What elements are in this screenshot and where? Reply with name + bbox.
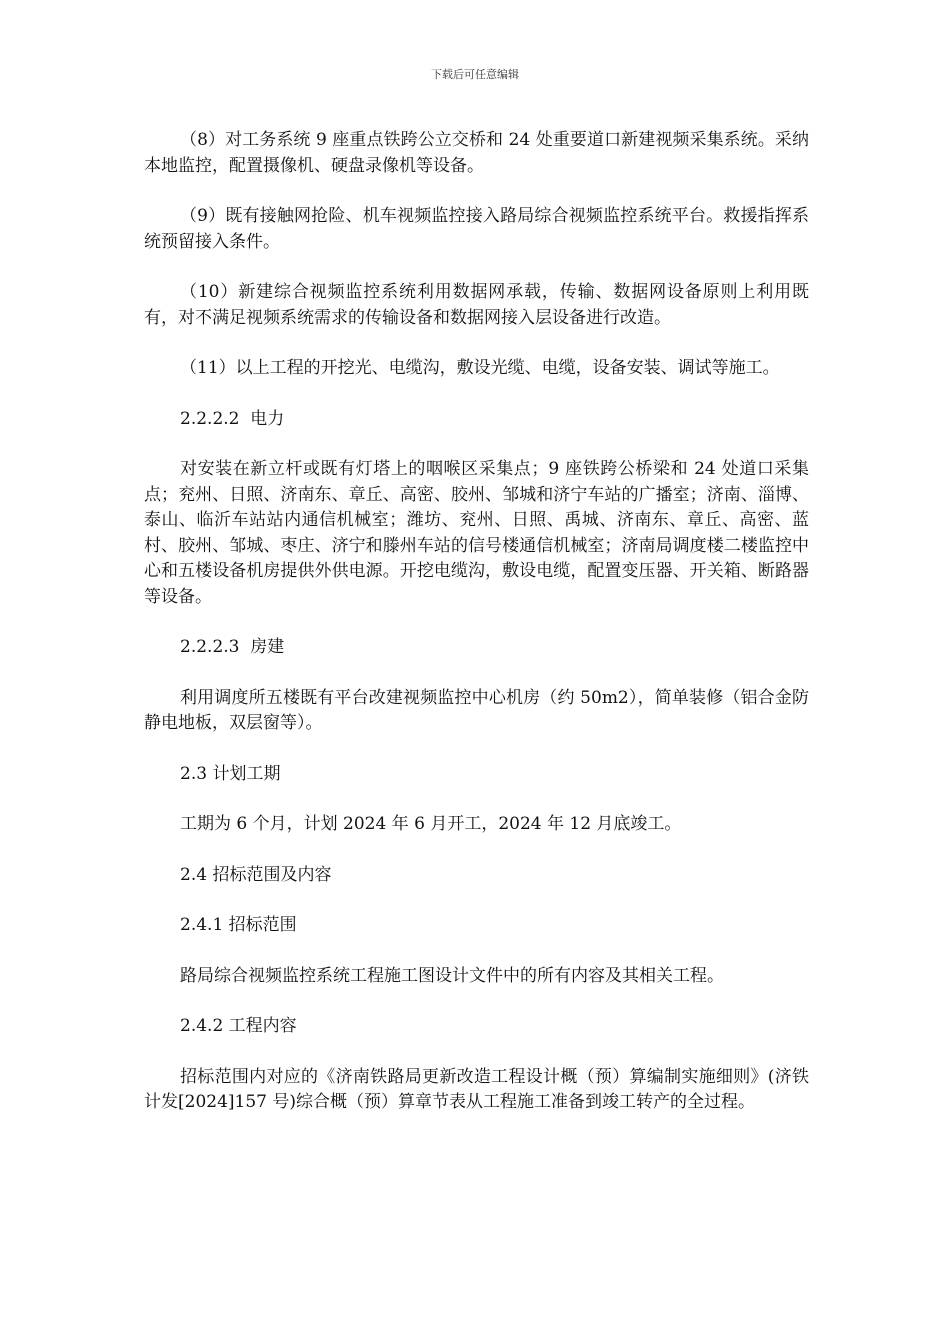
paragraph-item-10: （10）新建综合视频监控系统利用数据网承载，传输、数据网设备原则上利用既有，对不满足视频系统需求的传输设备和数据网接入层设备进行改造。 (144, 282, 809, 328)
section-heading-power: 2.2.2.2 电力 (180, 408, 285, 429)
paragraph-item-11: （11）以上工程的开挖光、电缆沟，敷设光缆、电缆，设备安装、调试等施工。 (180, 358, 780, 378)
paragraph-work-content: 招标范围内对应的《济南铁路局更新改造工程设计概（预）算编制实施细则》(济铁计发[2024]157 号)综合概（预）算章节表从工程施工准备到竣工转产的全过程。 (144, 1066, 809, 1112)
paragraph-schedule: 工期为 6 个月，计划 2024 年 6 月开工，2024 年 12 月底竣工。 (180, 814, 682, 834)
paragraph-item-8: （8）对工务系统 9 座重点铁跨公立交桥和 24 处重要道口新建视频采集系统。采纳本地监控，配置摄像机、硬盘录像机等设备。 (144, 130, 809, 176)
paragraph-item-9: （9）既有接触网抢险、机车视频监控接入路局综合视频监控系统平台。救援指挥系统预留接入条件。 (144, 206, 809, 252)
header-note: 下载后可任意编辑 (431, 68, 519, 81)
paragraph-scope: 路局综合视频监控系统工程施工图设计文件中的所有内容及其相关工程。 (180, 965, 724, 986)
section-heading-work-content: 2.4.2 工程内容 (180, 1016, 297, 1036)
paragraph-power: 对安装在新立杆或既有灯塔上的咽喉区采集点；9 座铁跨公桥梁和 24 处道口采集点；兖州、日照、济南东、章丘、高密、胶州、邹城和济宁车站的广播室；济南、淄博、泰山、临沂车站站内通信机械室；潍坊、兖州、日照、禹城、济南东、章丘、高密、蓝村、胶州、邹城、枣庄、济宁和滕州车站的信号楼通信机械室；济南局调度楼二楼监控中心和五楼设备机房提供外供电源。开挖电缆沟，敷设电缆，配置变压器、开关箱、断路器等设备。 (144, 459, 809, 607)
section-heading-building: 2.2.2.3 房建 (180, 637, 285, 657)
section-heading-schedule: 2.3 计划工期 (180, 763, 281, 784)
document-body (144, 128, 809, 1141)
section-heading-bidding-scope: 2.4.1 招标范围 (180, 915, 297, 935)
paragraph-building: 利用调度所五楼既有平台改建视频监控中心机房（约 50m2），简单装修（铝合金防静电地板，双层窗等）。 (144, 687, 809, 733)
section-heading-bidding: 2.4 招标范围及内容 (180, 864, 332, 885)
